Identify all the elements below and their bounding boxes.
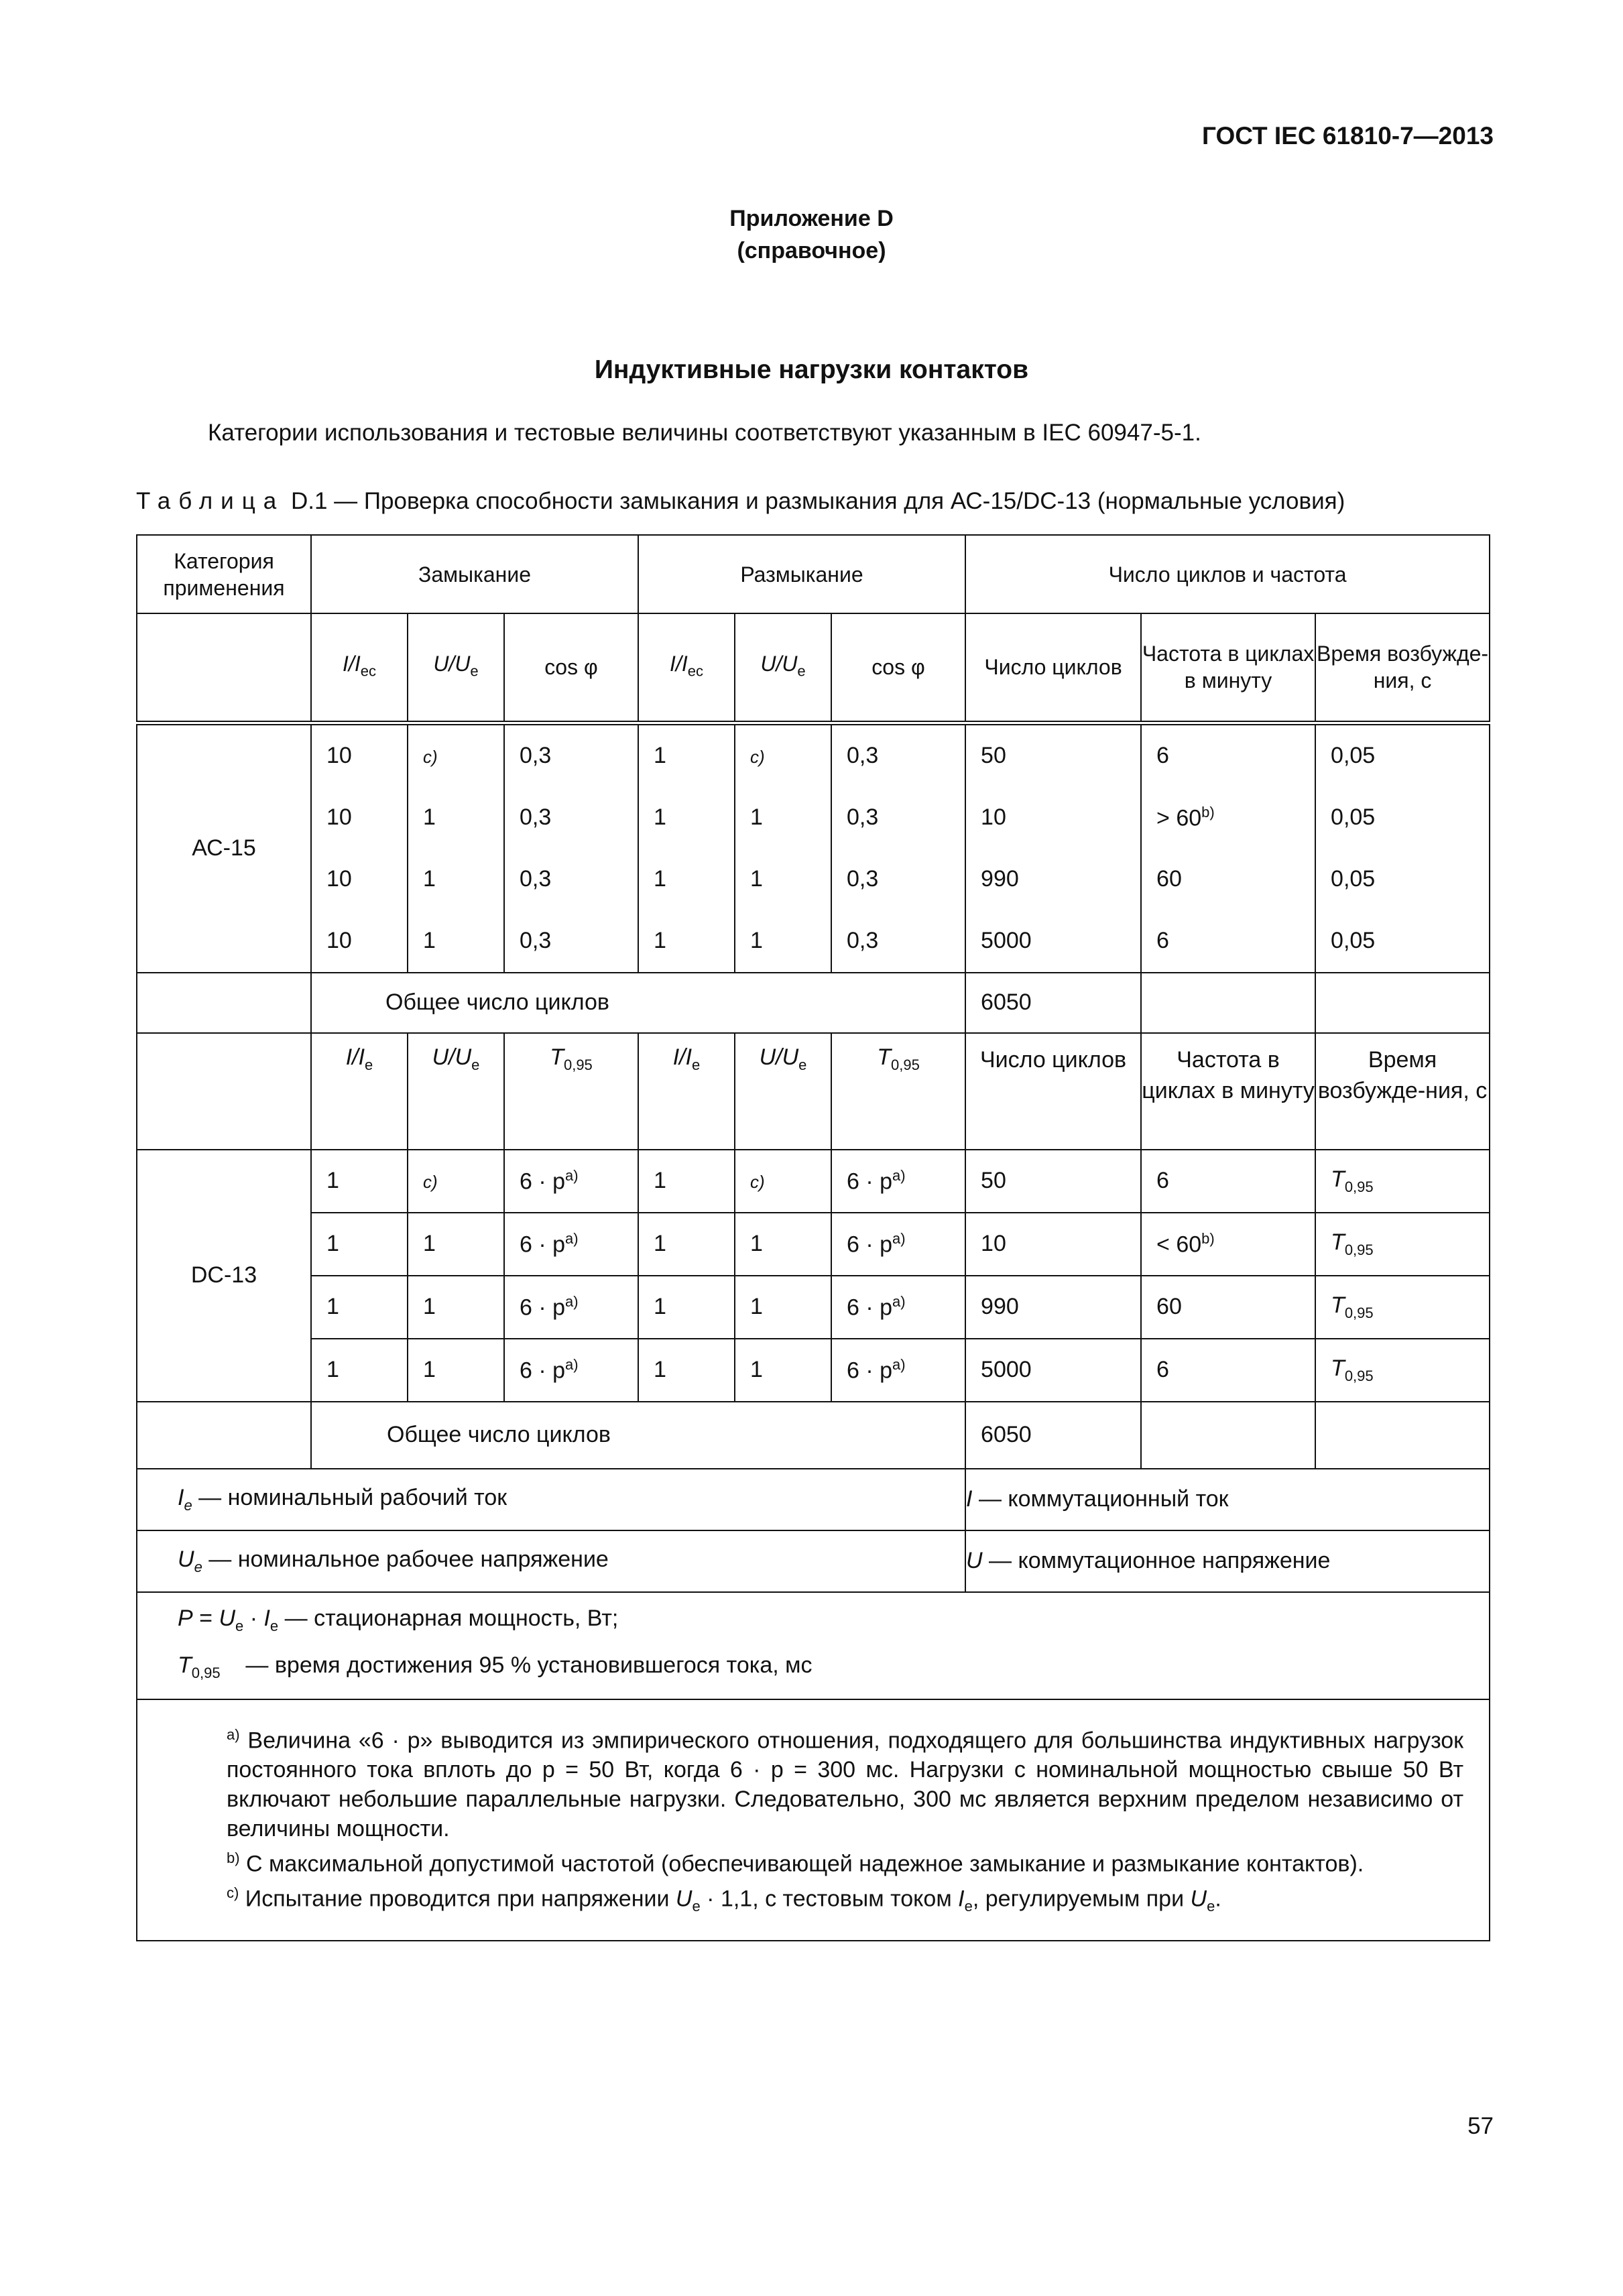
- ac-cell: 1: [408, 787, 504, 849]
- ac-subheader-row: [137, 613, 1490, 723]
- dc-cell: 5000: [965, 1339, 1141, 1402]
- ac-make-cos: cos φ: [504, 613, 638, 723]
- ac-cell: 1: [638, 910, 735, 973]
- ac-total-empty: [1315, 973, 1490, 1033]
- dc-total-empty: [137, 1402, 311, 1469]
- legend-row-formulas: [137, 1592, 1490, 1699]
- ac-row: [137, 910, 1490, 973]
- dc-cell: $6 \cdot p^{a)}$: [504, 1339, 638, 1402]
- footnote-a: $^{a)}$ Величина «6 · p» выводится из эмпирического отношения, подходящего для большинства индуктивных нагрузок постоянного тока вплоть до p = 50 Вт, когда 6 · p = 300 мс. Нагрузки с номинальной мощностью свыше 50 Вт включают небольшие параллельные нагрузки. Следовательно, 300 мс является верхним пределом независимо от величины мощности.: [227, 1726, 1464, 1841]
- dc-total-value: 6050: [965, 1402, 1141, 1469]
- ac-cell: 0,3: [831, 787, 965, 849]
- ac-cell: 10: [311, 787, 408, 849]
- footnotes: [137, 1699, 1490, 1941]
- dc-make-i: $I/I_e$: [311, 1033, 408, 1150]
- ac-cell: 50: [965, 723, 1141, 787]
- ac-row: [137, 787, 1490, 849]
- legend-ue: $U_e$ — номинальное рабочее напряжение: [137, 1530, 965, 1592]
- legend-u: U — коммутационное напряжение: [965, 1530, 1490, 1592]
- ac-cell: 0,05: [1315, 849, 1490, 910]
- ac-break-cos: cos φ: [831, 613, 965, 723]
- ac-cell: 5000: [965, 910, 1141, 973]
- ac-cell: 6: [1141, 910, 1315, 973]
- ac-cell: > $60^{b)}$: [1141, 787, 1315, 849]
- dc-row: [137, 1150, 1490, 1213]
- ac-cell: 0,3: [504, 910, 638, 973]
- dc-cell: 10: [965, 1213, 1141, 1276]
- dc-total-empty: [1315, 1402, 1490, 1469]
- ac-make-u: $U/U_e$: [408, 613, 504, 723]
- ac-cell: 0,05: [1315, 910, 1490, 973]
- dc-row: [137, 1213, 1490, 1276]
- ac-break-i: $I/I_{ec}$: [638, 613, 735, 723]
- legend-power: $P = U_e \cdot I_e$ — стационарная мощность, Вт;: [178, 1605, 619, 1634]
- ac-total-value: 6050: [965, 973, 1141, 1033]
- ac-make-i: $I/I_{ec}$: [311, 613, 408, 723]
- ac-cell: 10: [311, 723, 408, 787]
- dc-make-u: $U/U_e$: [408, 1033, 504, 1150]
- ac-cell: 1: [735, 849, 831, 910]
- ac-cell: 0,3: [831, 910, 965, 973]
- footnote-b: $^{b)}$ С максимальной допустимой частотой (обеспечивающей надежное замыкание и размыкание контактов).: [227, 1849, 1364, 1877]
- dc-cell: $6 \cdot p^{a)}$: [831, 1213, 965, 1276]
- ac-break-u: $U/U_e$: [735, 613, 831, 723]
- ac-category: АС-15: [137, 723, 311, 973]
- dc-make-t: $T_{0,95}$: [504, 1033, 638, 1150]
- dc-cell: 1: [735, 1213, 831, 1276]
- header-cycles: Число циклов и частота: [965, 535, 1490, 613]
- dc-total-row: [137, 1402, 1490, 1469]
- legend-t095: $T_{0,95}$ — время достижения 95 % установившегося тока, мс: [178, 1652, 813, 1681]
- ac-subheader-empty: [137, 613, 311, 723]
- dc-cell: 1: [408, 1339, 504, 1402]
- footnotes-row: [137, 1699, 1490, 1941]
- dc-cell: < $60^{b)}$: [1141, 1213, 1315, 1276]
- ac-total-label: Общее число циклов: [311, 973, 965, 1033]
- dc-cell: $T_{0,95}$: [1315, 1213, 1490, 1276]
- dc-break-t: $T_{0,95}$: [831, 1033, 965, 1150]
- ac-cell: 1: [735, 910, 831, 973]
- dc-cell: 1: [311, 1276, 408, 1339]
- ac-cell: 0,3: [504, 787, 638, 849]
- header-category: Категория применения: [137, 535, 311, 613]
- ac-cell: 1: [735, 787, 831, 849]
- ac-row: [137, 723, 1490, 787]
- table-caption-label: Таблица: [136, 488, 285, 514]
- appendix-subtitle: (справочное): [737, 238, 886, 263]
- header-make: Замыкание: [311, 535, 638, 613]
- ac-cell: c): [735, 723, 831, 787]
- dc-cell: 6: [1141, 1150, 1315, 1213]
- dc-cell: c): [735, 1150, 831, 1213]
- legend-i: I — коммутационный ток: [965, 1469, 1490, 1530]
- ac-frequency: Частота в циклах в минуту: [1141, 613, 1315, 723]
- document-number: ГОСТ IEC 61810-7—2013: [1201, 122, 1494, 149]
- dc-row: [137, 1339, 1490, 1402]
- ac-cell: 0,05: [1315, 787, 1490, 849]
- ac-cell: 10: [311, 849, 408, 910]
- dc-frequency: Частота в циклах в минуту: [1141, 1033, 1315, 1150]
- ac-cell: 1: [638, 723, 735, 787]
- dc-excitation-time: Время возбужде-ния, с: [1315, 1033, 1490, 1150]
- dc-cell: $T_{0,95}$: [1315, 1150, 1490, 1213]
- intro-paragraph: Категории использования и тестовые величины соответствуют указанным в IEC 60947-5-1.: [208, 420, 1201, 446]
- ac-cell: 0,3: [831, 849, 965, 910]
- dc-subheader-empty: [137, 1033, 311, 1150]
- table-caption-text: D.1 — Проверка способности замыкания и размыкания для АС-15/DC-13 (нормальные условия): [290, 488, 1345, 514]
- test-table: [136, 534, 1490, 1941]
- dc-cell: 1: [735, 1339, 831, 1402]
- ac-excitation-time: Время возбужде-ния, с: [1315, 613, 1490, 723]
- dc-cell: $6 \cdot p^{a)}$: [831, 1339, 965, 1402]
- ac-cell: 1: [408, 849, 504, 910]
- appendix-heading: [0, 202, 1623, 267]
- ac-cell: 990: [965, 849, 1141, 910]
- ac-cell: 60: [1141, 849, 1315, 910]
- ac-cell: 10: [965, 787, 1141, 849]
- dc-cell: 1: [311, 1213, 408, 1276]
- ac-cell: 10: [311, 910, 408, 973]
- legend-row-voltage: [137, 1530, 1490, 1592]
- dc-total-label: Общее число циклов: [311, 1402, 965, 1469]
- section-title: Индуктивные нагрузки контактов: [594, 355, 1029, 384]
- ac-total-empty: [1141, 973, 1315, 1033]
- dc-total-empty: [1141, 1402, 1315, 1469]
- appendix-title: Приложение D: [729, 206, 894, 231]
- dc-cell: $6 \cdot p^{a)}$: [504, 1150, 638, 1213]
- ac-cell: 1: [408, 910, 504, 973]
- dc-cell: c): [408, 1150, 504, 1213]
- dc-cell: 1: [735, 1276, 831, 1339]
- ac-total-empty: [137, 973, 311, 1033]
- header-break: Размыкание: [638, 535, 965, 613]
- dc-cell: 6: [1141, 1339, 1315, 1402]
- ac-cell: 0,3: [504, 723, 638, 787]
- dc-cell: 1: [638, 1213, 735, 1276]
- dc-cell: 990: [965, 1276, 1141, 1339]
- ac-cell: 1: [638, 787, 735, 849]
- dc-cell: 1: [408, 1213, 504, 1276]
- dc-cell: 1: [311, 1150, 408, 1213]
- legend-formulas: [137, 1592, 1490, 1699]
- page-number: 57: [1467, 2113, 1494, 2139]
- ac-cell: 0,3: [504, 849, 638, 910]
- dc-cell: $6 \cdot p^{a)}$: [831, 1150, 965, 1213]
- legend-ie: $I_e$ — номинальный рабочий ток: [137, 1469, 965, 1530]
- dc-cell: $6 \cdot p^{a)}$: [504, 1213, 638, 1276]
- ac-cell: c): [408, 723, 504, 787]
- dc-row: [137, 1276, 1490, 1339]
- dc-cell: 1: [638, 1339, 735, 1402]
- dc-cell: $T_{0,95}$: [1315, 1276, 1490, 1339]
- table-caption: [136, 488, 1345, 515]
- ac-row: [137, 849, 1490, 910]
- ac-cell: 0,05: [1315, 723, 1490, 787]
- ac-cell: 6: [1141, 723, 1315, 787]
- ac-cell: 1: [638, 849, 735, 910]
- dc-cell: 1: [408, 1276, 504, 1339]
- dc-category: DC-13: [137, 1150, 311, 1402]
- dc-cell: $6 \cdot p^{a)}$: [504, 1276, 638, 1339]
- table-header-row: [137, 535, 1490, 613]
- dc-cell: 1: [311, 1339, 408, 1402]
- legend-row-current: [137, 1469, 1490, 1530]
- ac-num-cycles: Число циклов: [965, 613, 1141, 723]
- dc-cell: 60: [1141, 1276, 1315, 1339]
- dc-cell: 1: [638, 1276, 735, 1339]
- dc-break-u: $U/U_e$: [735, 1033, 831, 1150]
- dc-break-i: $I/I_e$: [638, 1033, 735, 1150]
- dc-subheader-row: [137, 1033, 1490, 1150]
- footnote-c: $^{c)}$ Испытание проводится при напряжении $U_e \cdot 1,1$, с тестовым током $I_e$, регулируемым при $U_e$.: [227, 1884, 1221, 1915]
- ac-cell: 0,3: [831, 723, 965, 787]
- dc-cell: 50: [965, 1150, 1141, 1213]
- dc-num-cycles: Число циклов: [965, 1033, 1141, 1150]
- dc-cell: 1: [638, 1150, 735, 1213]
- ac-total-row: [137, 973, 1490, 1033]
- dc-cell: $T_{0,95}$: [1315, 1339, 1490, 1402]
- dc-cell: $6 \cdot p^{a)}$: [831, 1276, 965, 1339]
